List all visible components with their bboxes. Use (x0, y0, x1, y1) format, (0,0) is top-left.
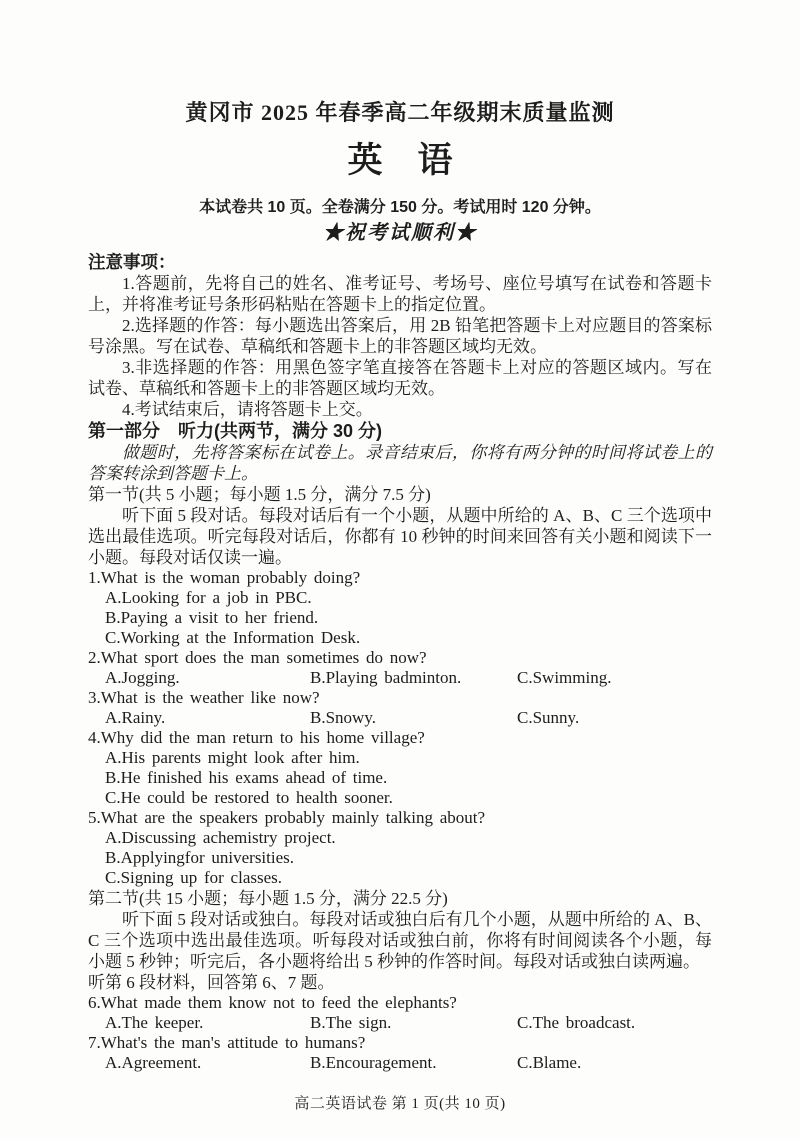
exam-wish: ★祝考试顺利★ (323, 222, 477, 244)
option-c: C.He could be restored to health sooner. (105, 788, 393, 807)
option-b: B.Paying a visit to her friend. (105, 608, 319, 627)
page-footer: 高二英语试卷 第 1 页(共 10 页) (294, 1096, 506, 1112)
option-a: A.Looking for a job in PBC. (105, 588, 312, 607)
question-2 (88, 648, 712, 688)
option-c: C.Sunny. (517, 708, 580, 727)
option-b: B.The sign. (310, 1013, 392, 1032)
option-c: C.Blame. (517, 1053, 582, 1072)
exam-info: 本试卷共 10 页。全卷满分 150 分。考试用时 120 分钟。 (199, 199, 601, 216)
option-b: B.He finished his exams ahead of time. (105, 768, 388, 787)
option-c: C.The broadcast. (517, 1013, 636, 1032)
listening-intro: 做题时，先将答案标在试卷上。录音结束后，你将有两分钟的时间将试卷上的答案转涂到答题卡上。 (88, 443, 712, 483)
question-4 (88, 728, 712, 808)
question-text: 6.What made them know not to feed the elephants? (88, 993, 457, 1012)
section1-instructions: 听下面 5 段对话。每段对话后有一个小题，从题中所给的 A、B、C 三个选项中选出最佳选项。听完每段对话后，你都有 10 秒钟的时间来回答有关小题和阅读下一小题。每段对话仅读一遍。 (88, 506, 712, 567)
question-text: 2.What sport does the man sometimes do now? (88, 648, 427, 667)
option-c: C.Signing up for classes. (105, 868, 283, 887)
section2-instructions: 听下面 5 段对话或独白。每段对话或独白后有几个小题，从题中所给的 A、B、C 三个选项中选出最佳选项。听每段对话或独白前，你将有时间阅读各个小题，每小题 5 秒钟；听完后，各小题将给出 5 秒钟的作答时间。每段对话或独白读两遍。 (88, 910, 712, 971)
question-7 (88, 1033, 712, 1073)
option-b: B.Snowy. (310, 708, 376, 727)
option-b: B.Playing badminton. (310, 668, 462, 687)
option-c: C.Working at the Information Desk. (105, 628, 361, 647)
notice-heading: 注意事项： (88, 252, 176, 272)
option-a: A.Discussing achemistry project. (105, 828, 336, 847)
question-6 (88, 993, 712, 1033)
notice-item: 4.考试结束后，请将答题卡上交。 (122, 400, 373, 419)
option-b: B.Encouragement. (310, 1053, 437, 1072)
question-text: 4.Why did the man return to his home village? (88, 728, 425, 747)
question-3 (88, 688, 712, 728)
exam-title: 黄冈市 2025 年春季高二年级期末质量监测 (185, 100, 615, 125)
option-a: A.Jogging. (105, 668, 180, 687)
option-a: A.The keeper. (105, 1013, 204, 1032)
option-a: A.Rainy. (105, 708, 166, 727)
question-5 (88, 808, 712, 888)
option-a: A.Agreement. (105, 1053, 202, 1072)
question-1 (88, 568, 712, 648)
material-note: 听第 6 段材料，回答第 6、7 题。 (88, 973, 335, 992)
question-text: 7.What's the man's attitude to humans? (88, 1033, 366, 1052)
section2-heading: 第二节(共 15 小题；每小题 1.5 分，满分 22.5 分) (88, 889, 448, 908)
question-text: 5.What are the speakers probably mainly talking about? (88, 808, 486, 827)
subject-title: 英 语 (347, 141, 453, 180)
notice-item: 3.非选择题的作答：用黑色签字笔直接答在答题卡上对应的答题区域内。写在试卷、草稿纸和答题卡上的非答题区域均无效。 (88, 358, 712, 398)
notice-item: 2.选择题的作答：每小题选出答案后，用 2B 铅笔把答题卡上对应题目的答案标号涂黑。写在试卷、草稿纸和答题卡上的非答题区域均无效。 (88, 316, 712, 356)
question-text: 3.What is the weather like now? (88, 688, 320, 707)
section1-heading: 第一节(共 5 小题；每小题 1.5 分，满分 7.5 分) (88, 485, 431, 504)
question-text: 1.What is the woman probably doing? (88, 568, 361, 587)
option-c: C.Swimming. (517, 668, 612, 687)
notice-item: 1.答题前，先将自己的姓名、准考证号、考场号、座位号填写在试卷和答题卡上，并将准考证号条形码粘贴在答题卡上的指定位置。 (88, 274, 712, 314)
option-b: B.Applyingfor universities. (105, 848, 295, 867)
option-a: A.His parents might look after him. (105, 748, 360, 767)
part1-heading: 第一部分 听力(共两节，满分 30 分) (88, 421, 383, 441)
